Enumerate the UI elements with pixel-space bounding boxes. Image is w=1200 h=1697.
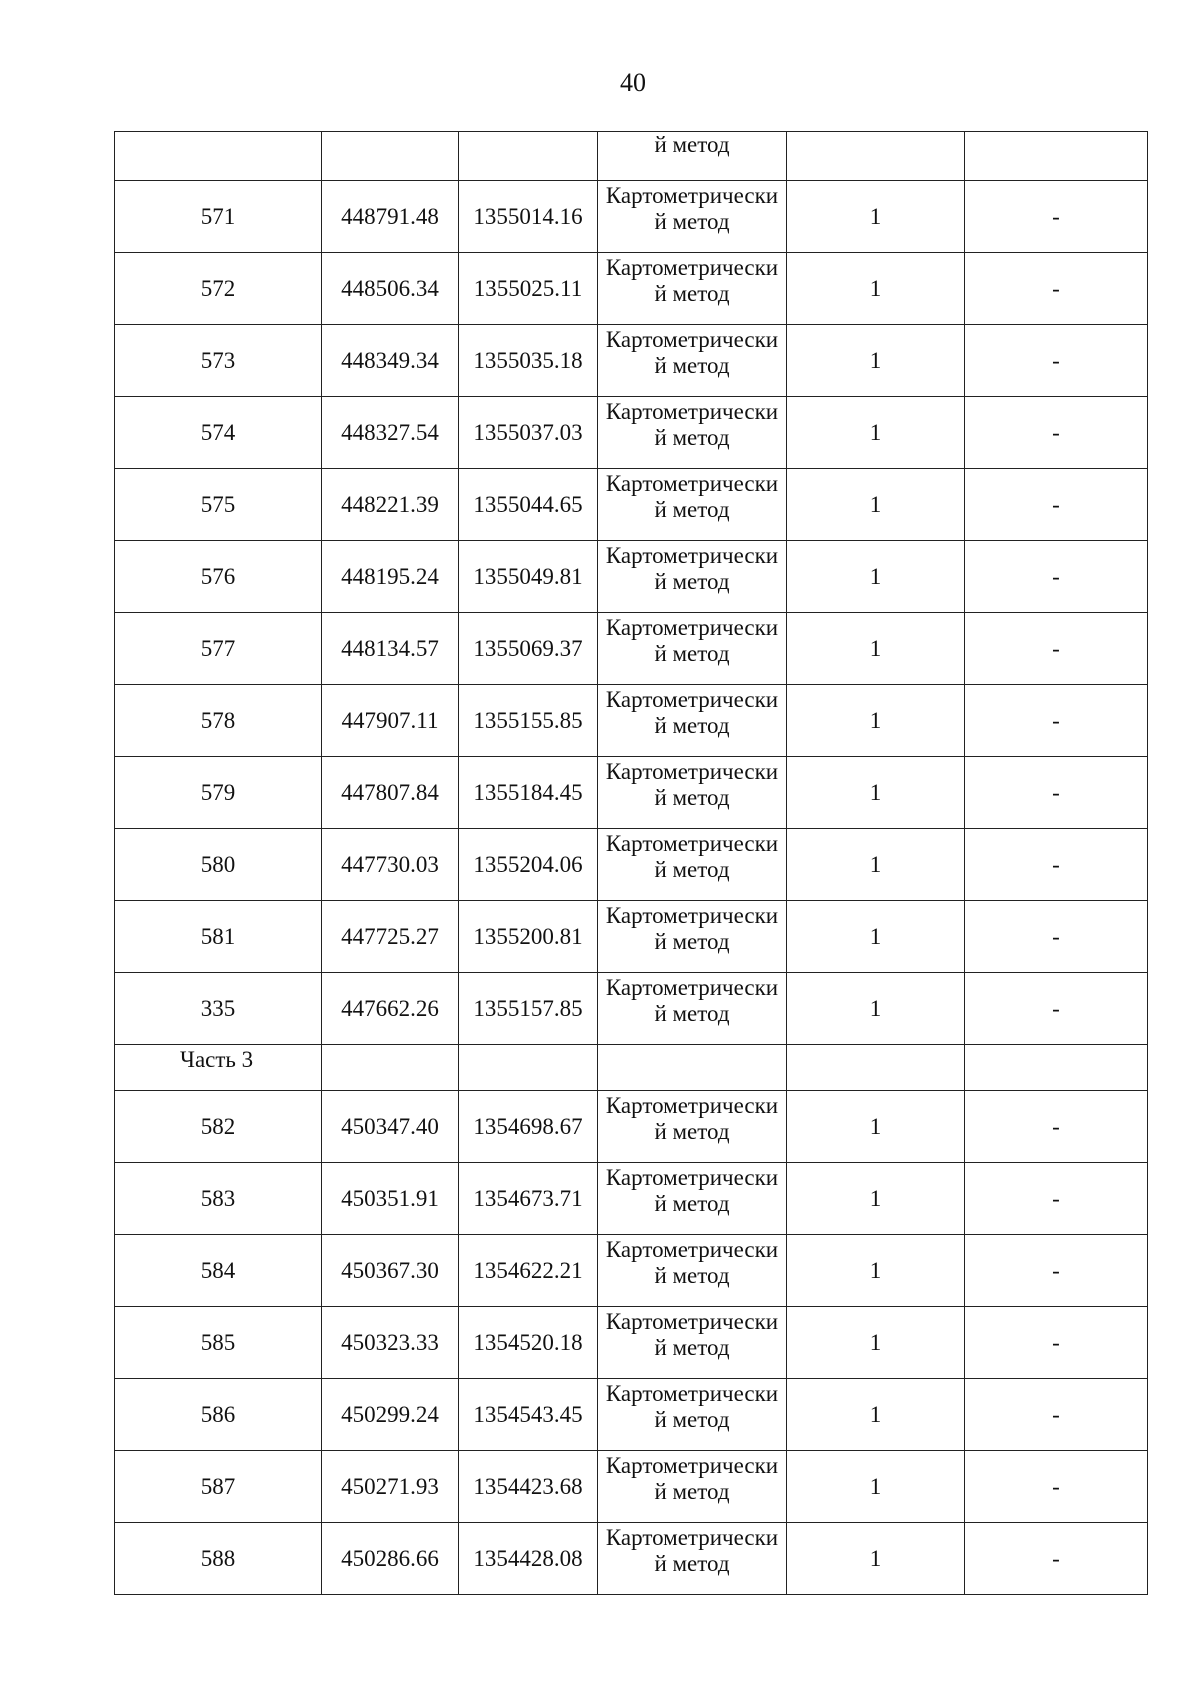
cell-point: 583 — [115, 1163, 322, 1235]
table-row — [115, 1523, 1148, 1595]
method-line-1: Картометрически — [605, 1381, 779, 1406]
method-line-1: Картометрически — [605, 327, 779, 352]
method-line-1: Картометрически — [605, 255, 779, 280]
cell-accuracy: 1 — [787, 1091, 965, 1163]
method-line-2: й метод — [654, 641, 730, 666]
cell-y: 1354543.45 — [459, 1379, 598, 1451]
cell-point: 576 — [115, 541, 322, 613]
table-row — [115, 613, 1148, 685]
cell-y: 1355155.85 — [459, 685, 598, 757]
cell-accuracy: 1 — [787, 1307, 965, 1379]
cell-note: - — [965, 1451, 1148, 1523]
method-line-1: Картометрически — [605, 831, 779, 856]
method-line-2: й метод — [654, 929, 730, 954]
cell-method: й метод — [598, 132, 787, 181]
cell-method — [598, 469, 787, 541]
cell-method — [598, 1451, 787, 1523]
cell-x: 450367.30 — [322, 1235, 459, 1307]
method-line-2: й метод — [654, 353, 730, 378]
cell-method — [598, 613, 787, 685]
table-row — [115, 541, 1148, 613]
cell-note: - — [965, 325, 1148, 397]
method-line-2: й метод — [654, 1001, 730, 1026]
table-row — [115, 685, 1148, 757]
method-line-1: Картометрически — [605, 1093, 779, 1118]
cell-y: 1355044.65 — [459, 469, 598, 541]
cell-method — [598, 1235, 787, 1307]
cell-note: - — [965, 1091, 1148, 1163]
cell-method — [598, 685, 787, 757]
cell-method — [598, 181, 787, 253]
cell-note: - — [965, 541, 1148, 613]
table-row — [115, 1091, 1148, 1163]
method-line-2: й метод — [654, 209, 730, 234]
method-line-1: Картометрически — [605, 975, 779, 1000]
method-line-2: й метод — [654, 497, 730, 522]
cell-accuracy: 1 — [787, 1451, 965, 1523]
cell-x: 450286.66 — [322, 1523, 459, 1595]
cell-note: - — [965, 469, 1148, 541]
cell-y: 1354428.08 — [459, 1523, 598, 1595]
cell-y: 1355200.81 — [459, 901, 598, 973]
method-line-2: й метод — [654, 785, 730, 810]
cell-note: - — [965, 973, 1148, 1045]
method-line-1: Картометрически — [605, 1237, 779, 1262]
cell-point: 578 — [115, 685, 322, 757]
cell-method — [598, 1523, 787, 1595]
method-line-1: Картометрически — [605, 1525, 779, 1550]
cell-point: 584 — [115, 1235, 322, 1307]
table-row — [115, 253, 1148, 325]
method-line-1: Картометрически — [605, 759, 779, 784]
method-line-1: Картометрически — [605, 687, 779, 712]
cell-note: - — [965, 901, 1148, 973]
cell-method — [598, 397, 787, 469]
cell-x: 448791.48 — [322, 181, 459, 253]
cell-x: 448327.54 — [322, 397, 459, 469]
method-line-2: й метод — [654, 1551, 730, 1576]
cell-point: 577 — [115, 613, 322, 685]
method-line-1: Картометрически — [605, 471, 779, 496]
cell-x: 450347.40 — [322, 1091, 459, 1163]
cell-note: - — [965, 1235, 1148, 1307]
cell-accuracy: 1 — [787, 1523, 965, 1595]
cell-point: 586 — [115, 1379, 322, 1451]
cell-x: 450271.93 — [322, 1451, 459, 1523]
cell-point: 580 — [115, 829, 322, 901]
method-line-1: Картометрически — [605, 543, 779, 568]
cell-x: 448349.34 — [322, 325, 459, 397]
cell-point: 572 — [115, 253, 322, 325]
method-line-2: й метод — [654, 569, 730, 594]
cell-accuracy: 1 — [787, 1379, 965, 1451]
cell-accuracy: 1 — [787, 397, 965, 469]
cell-point: 579 — [115, 757, 322, 829]
cell-method — [598, 829, 787, 901]
cell-y — [459, 1045, 598, 1091]
cell-accuracy: 1 — [787, 757, 965, 829]
cell-point: 573 — [115, 325, 322, 397]
table-row — [115, 1379, 1148, 1451]
page-number: 40 — [620, 68, 646, 97]
table-row-continuation — [115, 132, 1148, 181]
cell-point: 571 — [115, 181, 322, 253]
cell-note: - — [965, 829, 1148, 901]
cell-point: 585 — [115, 1307, 322, 1379]
cell-point: 582 — [115, 1091, 322, 1163]
cell-y: 1355049.81 — [459, 541, 598, 613]
method-line-2: й метод — [654, 857, 730, 882]
cell-y: 1354673.71 — [459, 1163, 598, 1235]
cell-note: - — [965, 613, 1148, 685]
method-line-2: й метод — [654, 425, 730, 450]
method-line-1: Картометрически — [605, 1165, 779, 1190]
cell-accuracy: 1 — [787, 253, 965, 325]
cell-x: 447662.26 — [322, 973, 459, 1045]
table-row — [115, 469, 1148, 541]
cell-x: 448134.57 — [322, 613, 459, 685]
cell-y: 1355035.18 — [459, 325, 598, 397]
cell-note: - — [965, 685, 1148, 757]
cell-accuracy: 1 — [787, 1235, 965, 1307]
cell-accuracy: 1 — [787, 1163, 965, 1235]
method-line-1: Картометрически — [605, 615, 779, 640]
table-row — [115, 325, 1148, 397]
cell-point: 588 — [115, 1523, 322, 1595]
cell-method — [598, 1307, 787, 1379]
cell-y — [459, 132, 598, 181]
cell-note — [965, 1045, 1148, 1091]
cell-y: 1355025.11 — [459, 253, 598, 325]
cell-point: 335 — [115, 973, 322, 1045]
cell-accuracy: 1 — [787, 469, 965, 541]
cell-y: 1354423.68 — [459, 1451, 598, 1523]
cell-y: 1354520.18 — [459, 1307, 598, 1379]
cell-accuracy — [787, 132, 965, 181]
cell-note: - — [965, 253, 1148, 325]
cell-point: 587 — [115, 1451, 322, 1523]
table-row — [115, 181, 1148, 253]
cell-method — [598, 973, 787, 1045]
cell-x: 447725.27 — [322, 901, 459, 973]
cell-x: 447807.84 — [322, 757, 459, 829]
method-line-1: Картометрически — [605, 903, 779, 928]
cell-note: - — [965, 1523, 1148, 1595]
cell-section-label: Часть 3 — [115, 1045, 322, 1091]
cell-method — [598, 757, 787, 829]
method-line-1: Картометрически — [605, 1309, 779, 1334]
cell-point: 581 — [115, 901, 322, 973]
cell-note: - — [965, 181, 1148, 253]
cell-method — [598, 901, 787, 973]
method-line-2: й метод — [654, 1263, 730, 1288]
method-line-2: й метод — [654, 1335, 730, 1360]
cell-accuracy: 1 — [787, 973, 965, 1045]
cell-x: 448221.39 — [322, 469, 459, 541]
cell-x — [322, 132, 459, 181]
table-row — [115, 1307, 1148, 1379]
cell-y: 1354622.21 — [459, 1235, 598, 1307]
cell-method — [598, 541, 787, 613]
table-row — [115, 829, 1148, 901]
cell-y: 1355157.85 — [459, 973, 598, 1045]
table-body — [115, 132, 1148, 1595]
cell-note: - — [965, 1163, 1148, 1235]
cell-point: 574 — [115, 397, 322, 469]
cell-x: 448506.34 — [322, 253, 459, 325]
cell-method — [598, 325, 787, 397]
cell-accuracy: 1 — [787, 901, 965, 973]
cell-note: - — [965, 1307, 1148, 1379]
cell-x: 447907.11 — [322, 685, 459, 757]
method-line-2: й метод — [654, 1191, 730, 1216]
method-line-2: й метод — [654, 1479, 730, 1504]
cell-y: 1355069.37 — [459, 613, 598, 685]
cell-y: 1355014.16 — [459, 181, 598, 253]
cell-accuracy: 1 — [787, 685, 965, 757]
method-line-2: й метод — [654, 281, 730, 306]
method-line-2: й метод — [654, 1407, 730, 1432]
cell-y: 1355037.03 — [459, 397, 598, 469]
table-row — [115, 397, 1148, 469]
cell-accuracy: 1 — [787, 325, 965, 397]
cell-x: 450351.91 — [322, 1163, 459, 1235]
cell-x: 448195.24 — [322, 541, 459, 613]
cell-accuracy — [787, 1045, 965, 1091]
table-row — [115, 757, 1148, 829]
method-line-1: Картометрически — [605, 399, 779, 424]
table-row — [115, 901, 1148, 973]
table-row — [115, 1235, 1148, 1307]
cell-method — [598, 1163, 787, 1235]
cell-method — [598, 253, 787, 325]
coordinates-table — [114, 131, 1148, 1595]
cell-accuracy: 1 — [787, 829, 965, 901]
table-row — [115, 973, 1148, 1045]
method-line-2: й метод — [654, 1119, 730, 1144]
cell-x — [322, 1045, 459, 1091]
cell-method — [598, 1091, 787, 1163]
table-row — [115, 1163, 1148, 1235]
cell-y: 1355184.45 — [459, 757, 598, 829]
cell-accuracy: 1 — [787, 541, 965, 613]
cell-y: 1354698.67 — [459, 1091, 598, 1163]
cell-x: 450323.33 — [322, 1307, 459, 1379]
cell-x: 447730.03 — [322, 829, 459, 901]
cell-note: - — [965, 1379, 1148, 1451]
method-line-1: Картометрически — [605, 183, 779, 208]
cell-method — [598, 1379, 787, 1451]
cell-note: - — [965, 757, 1148, 829]
method-line-1: Картометрически — [605, 1453, 779, 1478]
table-row — [115, 1451, 1148, 1523]
cell-y: 1355204.06 — [459, 829, 598, 901]
method-line-2: й метод — [654, 713, 730, 738]
cell-x: 450299.24 — [322, 1379, 459, 1451]
cell-accuracy: 1 — [787, 181, 965, 253]
section-row-part-3 — [115, 1045, 1148, 1091]
cell-point: 575 — [115, 469, 322, 541]
cell-note: - — [965, 397, 1148, 469]
cell-note — [965, 132, 1148, 181]
cell-method — [598, 1045, 787, 1091]
cell-accuracy: 1 — [787, 613, 965, 685]
cell-point — [115, 132, 322, 181]
